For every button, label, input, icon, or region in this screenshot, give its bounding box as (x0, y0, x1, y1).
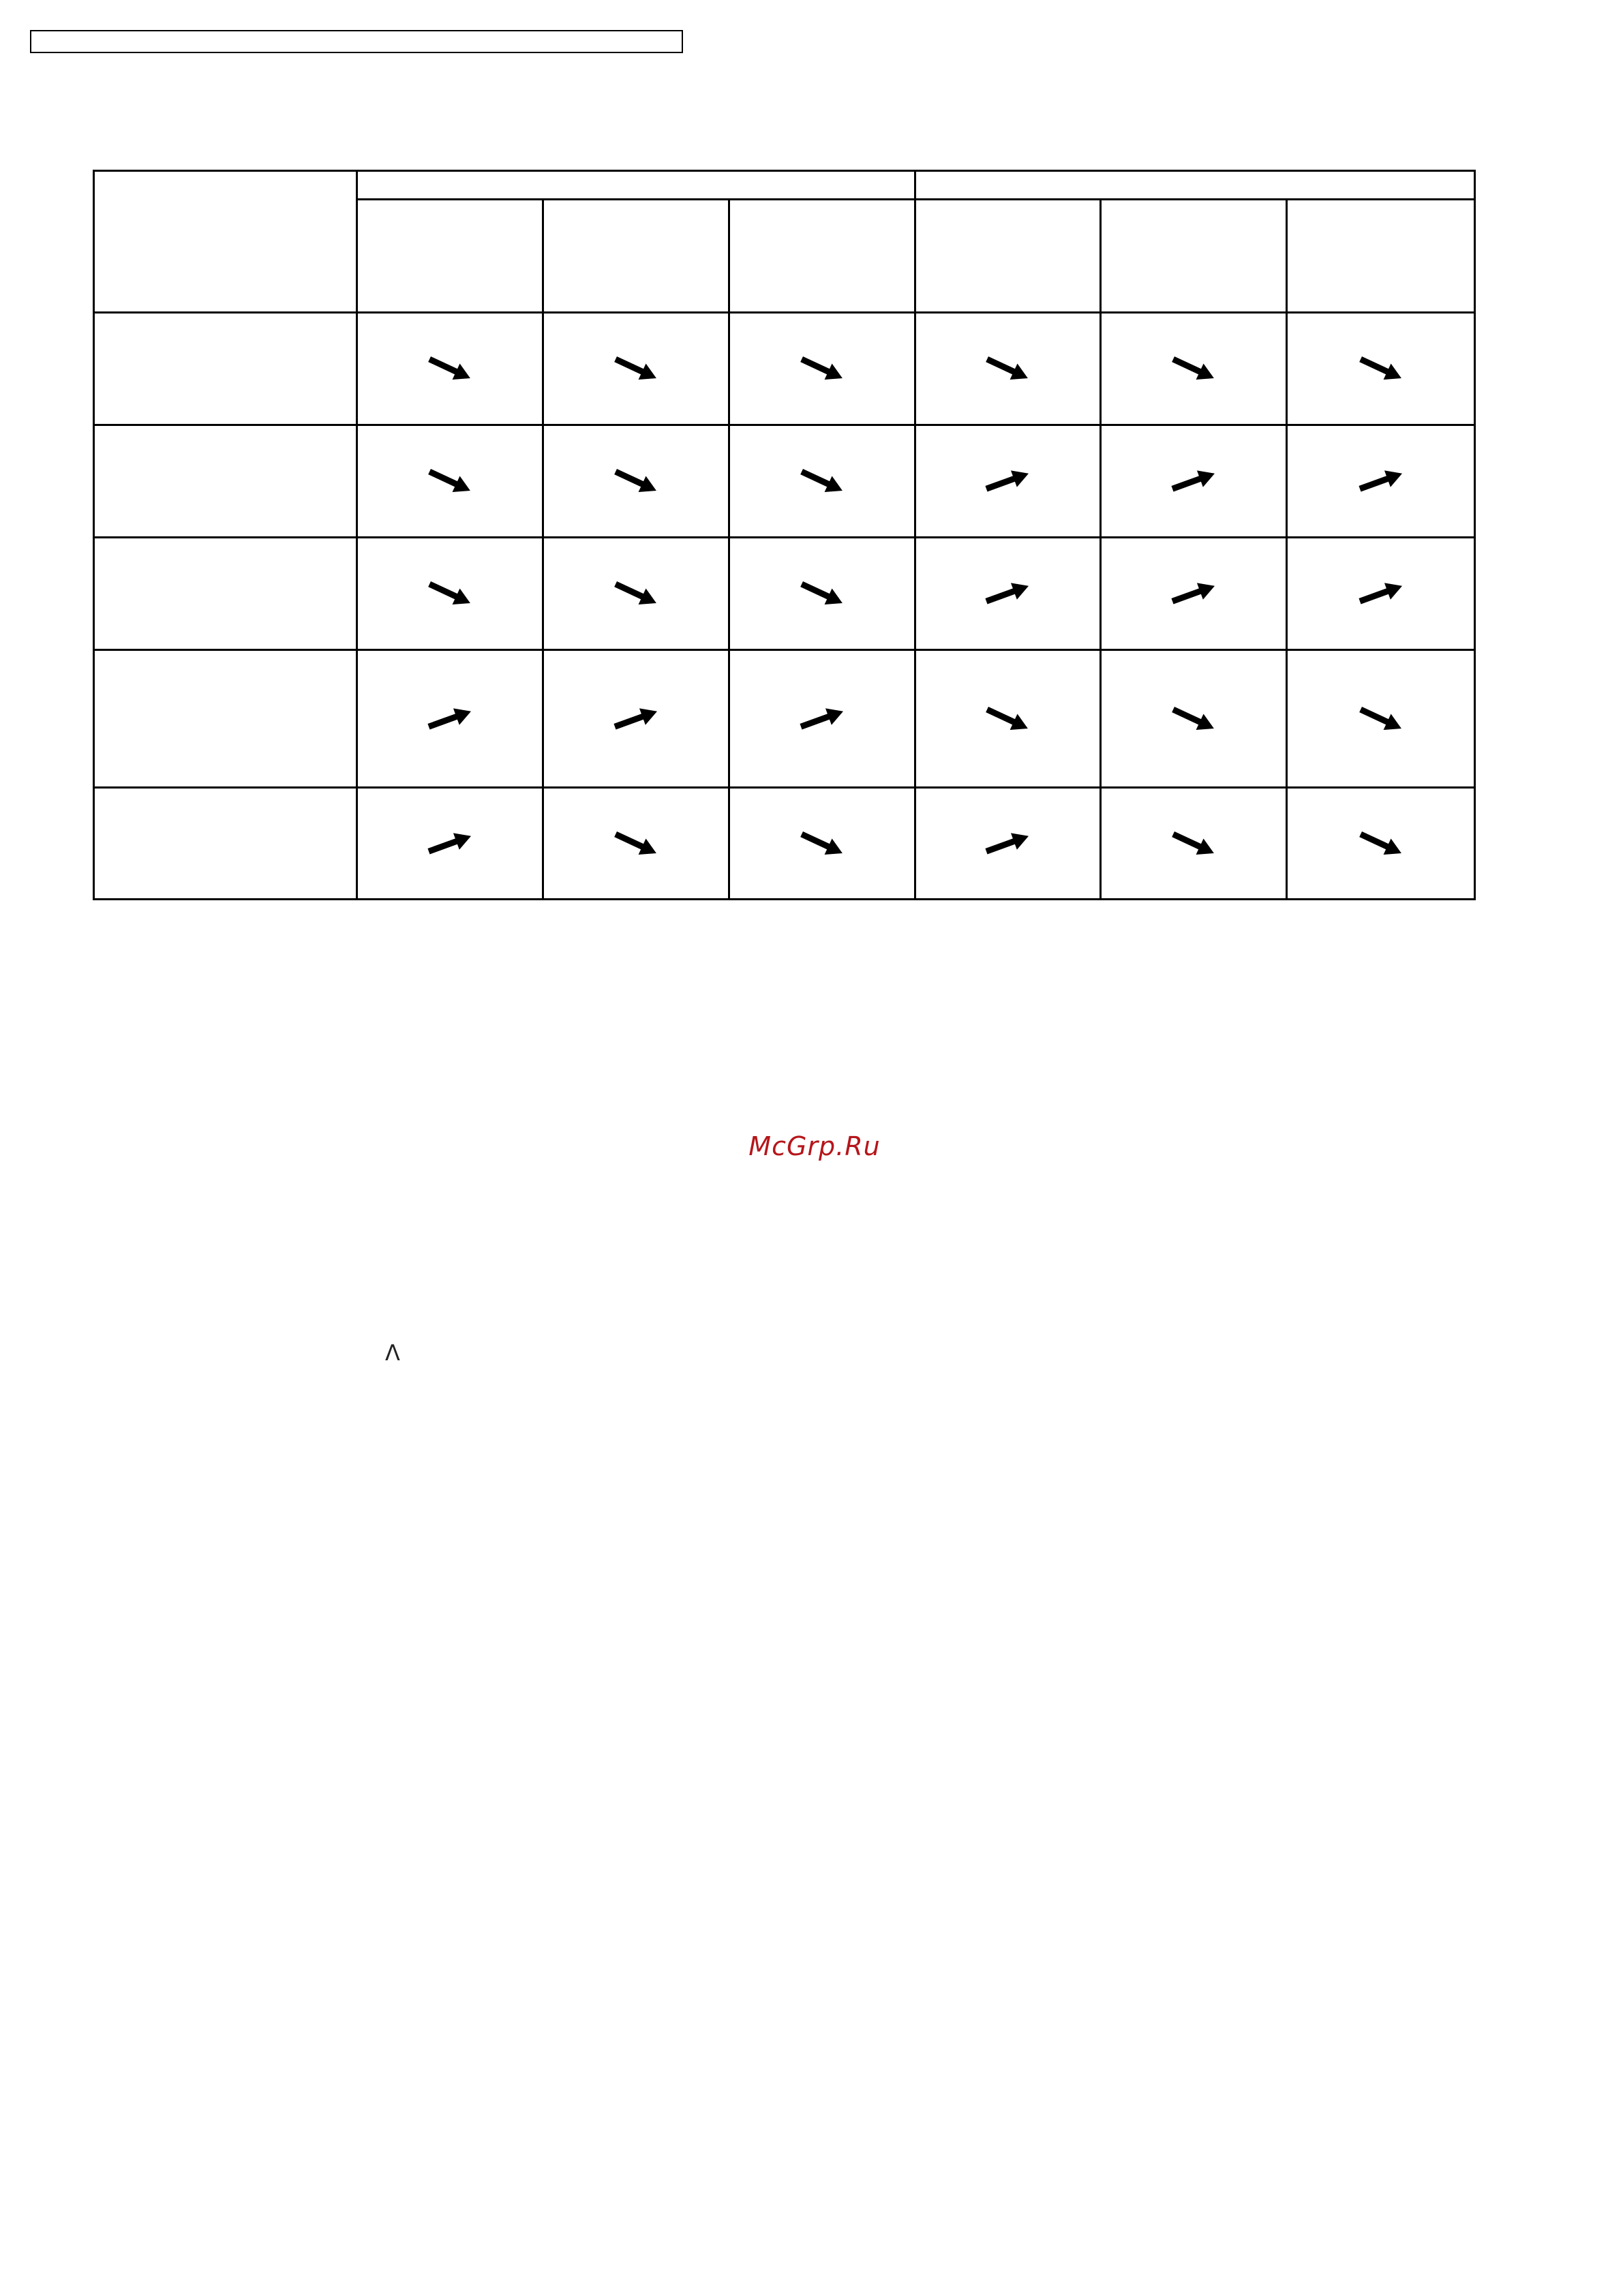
arrow-matrix-table (93, 170, 1476, 900)
table-cell-r2-c2 (544, 426, 730, 538)
arrow-head (824, 588, 846, 609)
arrow-shaft (800, 469, 831, 488)
row-label-cell-5 (95, 789, 358, 898)
arrow-up-right-icon (425, 704, 475, 734)
table-cell-r3-c3 (730, 538, 916, 651)
table-cell-r4-c5 (1102, 651, 1288, 789)
arrow-down-right-icon (425, 579, 475, 609)
arrow-down-right-icon (611, 829, 661, 859)
arrow-shaft (800, 581, 831, 600)
arrow-head (452, 476, 474, 496)
row-label-cell-1 (95, 313, 358, 426)
arrow-shaft (800, 356, 831, 376)
arrow-shaft (614, 831, 645, 850)
arrow-down-right-icon (797, 466, 847, 496)
arrow-down-right-icon (425, 466, 475, 496)
arrow-shaft (428, 469, 459, 488)
arrow-head (1383, 838, 1405, 859)
arrow-up-right-icon (797, 704, 847, 734)
arrow-down-right-icon (425, 354, 475, 384)
stray-mark: Λ (385, 1340, 400, 1366)
arrow-shaft (614, 356, 645, 376)
arrow-shaft (427, 838, 459, 854)
arrow-down-right-icon (611, 466, 661, 496)
column-header-1 (358, 200, 544, 313)
table-cell-r3-c4 (916, 538, 1102, 651)
arrow-shaft (986, 356, 1017, 376)
arrow-down-right-icon (797, 354, 847, 384)
arrow-shaft (428, 356, 459, 376)
arrow-head (453, 829, 474, 850)
arrow-down-right-icon (1168, 354, 1219, 384)
arrow-shaft (1359, 587, 1390, 604)
arrow-head (824, 838, 846, 859)
table-cell-r5-c4 (916, 789, 1102, 898)
arrow-head (1010, 714, 1032, 734)
arrow-down-right-icon (611, 354, 661, 384)
arrow-head (1196, 714, 1218, 734)
arrow-head (452, 363, 474, 384)
table-cell-r3-c5 (1102, 538, 1288, 651)
table-cell-r4-c4 (916, 651, 1102, 789)
arrow-shaft (800, 713, 831, 729)
table-cell-r5-c1 (358, 789, 544, 898)
arrow-down-right-icon (797, 579, 847, 609)
arrow-shaft (1172, 475, 1203, 491)
header-title-box (30, 30, 683, 53)
table-cell-r2-c5 (1102, 426, 1288, 538)
arrow-shaft (1359, 706, 1390, 725)
arrow-head (824, 476, 846, 496)
arrow-down-right-icon (611, 579, 661, 609)
arrow-shaft (986, 838, 1017, 854)
arrow-shaft (613, 713, 645, 729)
arrow-shaft (1359, 356, 1390, 376)
arrow-head (638, 588, 660, 609)
arrow-shaft (427, 713, 459, 729)
arrow-down-right-icon (982, 354, 1033, 384)
row-label-cell-4 (95, 651, 358, 789)
arrow-down-right-icon (1356, 829, 1406, 859)
arrow-up-right-icon (982, 579, 1033, 609)
arrow-head (1196, 363, 1218, 384)
table-cell-r5-c2 (544, 789, 730, 898)
table-cell-r1-c1 (358, 313, 544, 426)
table-cell-r1-c5 (1102, 313, 1288, 426)
arrow-down-right-icon (1356, 704, 1406, 734)
table-cell-r1-c3 (730, 313, 916, 426)
arrow-shaft (1359, 831, 1390, 850)
table-cell-r2-c4 (916, 426, 1102, 538)
arrow-shaft (986, 475, 1017, 491)
column-header-2 (544, 200, 730, 313)
arrow-head (1197, 579, 1218, 600)
column-header-6 (1288, 200, 1474, 313)
table-cell-r1-c6 (1288, 313, 1474, 426)
arrow-head (453, 704, 474, 725)
arrow-down-right-icon (1168, 829, 1219, 859)
table-cell-r1-c4 (916, 313, 1102, 426)
arrow-head (825, 704, 847, 725)
arrow-head (639, 704, 661, 725)
arrow-head (1010, 363, 1032, 384)
arrow-head (1011, 829, 1032, 850)
arrow-up-right-icon (1356, 466, 1406, 496)
arrow-head (1196, 838, 1218, 859)
table-cell-r5-c3 (730, 789, 916, 898)
arrow-head (1197, 466, 1218, 487)
row-label-cell-2 (95, 426, 358, 538)
arrow-shaft (986, 706, 1017, 725)
table-cell-r4-c3 (730, 651, 916, 789)
column-header-3 (730, 200, 916, 313)
column-header-5 (1102, 200, 1288, 313)
arrow-head (1383, 714, 1405, 734)
arrow-up-right-icon (982, 466, 1033, 496)
table-cell-r2-c3 (730, 426, 916, 538)
arrow-head (1011, 579, 1032, 600)
arrow-up-right-icon (425, 829, 475, 859)
table-cell-r5-c5 (1102, 789, 1288, 898)
column-group-header-2 (916, 172, 1474, 200)
table-cell-r2-c6 (1288, 426, 1474, 538)
table-cell-r1-c2 (544, 313, 730, 426)
arrow-down-right-icon (1168, 704, 1219, 734)
arrow-head (1011, 466, 1032, 487)
arrow-shaft (800, 831, 831, 850)
arrow-head (1384, 466, 1406, 487)
arrow-head (638, 838, 660, 859)
table-corner-cell (95, 172, 358, 313)
arrow-shaft (1172, 356, 1202, 376)
row-label-cell-3 (95, 538, 358, 651)
table-cell-r4-c1 (358, 651, 544, 789)
arrow-head (1384, 579, 1406, 600)
arrow-head (824, 363, 846, 384)
table-cell-r4-c6 (1288, 651, 1474, 789)
arrow-shaft (614, 469, 645, 488)
arrow-down-right-icon (982, 704, 1033, 734)
table-cell-r3-c1 (358, 538, 544, 651)
arrow-up-right-icon (611, 704, 661, 734)
watermark-text: McGrp.Ru (748, 1131, 881, 1161)
table-cell-r3-c2 (544, 538, 730, 651)
arrow-shaft (428, 581, 459, 600)
table-cell-r3-c6 (1288, 538, 1474, 651)
arrow-up-right-icon (982, 829, 1033, 859)
arrow-shaft (986, 587, 1017, 604)
table-cell-r4-c2 (544, 651, 730, 789)
table-cell-r2-c1 (358, 426, 544, 538)
arrow-up-right-icon (1356, 579, 1406, 609)
arrow-shaft (614, 581, 645, 600)
table-cell-r5-c6 (1288, 789, 1474, 898)
column-header-4 (916, 200, 1102, 313)
arrow-down-right-icon (1356, 354, 1406, 384)
arrow-shaft (1359, 475, 1390, 491)
arrow-shaft (1172, 831, 1202, 850)
arrow-down-right-icon (797, 829, 847, 859)
arrow-up-right-icon (1168, 579, 1219, 609)
column-group-header-1 (358, 172, 916, 200)
arrow-head (638, 363, 660, 384)
arrow-head (452, 588, 474, 609)
arrow-head (638, 476, 660, 496)
arrow-shaft (1172, 706, 1202, 725)
arrow-up-right-icon (1168, 466, 1219, 496)
arrow-shaft (1172, 587, 1203, 604)
arrow-head (1383, 363, 1405, 384)
